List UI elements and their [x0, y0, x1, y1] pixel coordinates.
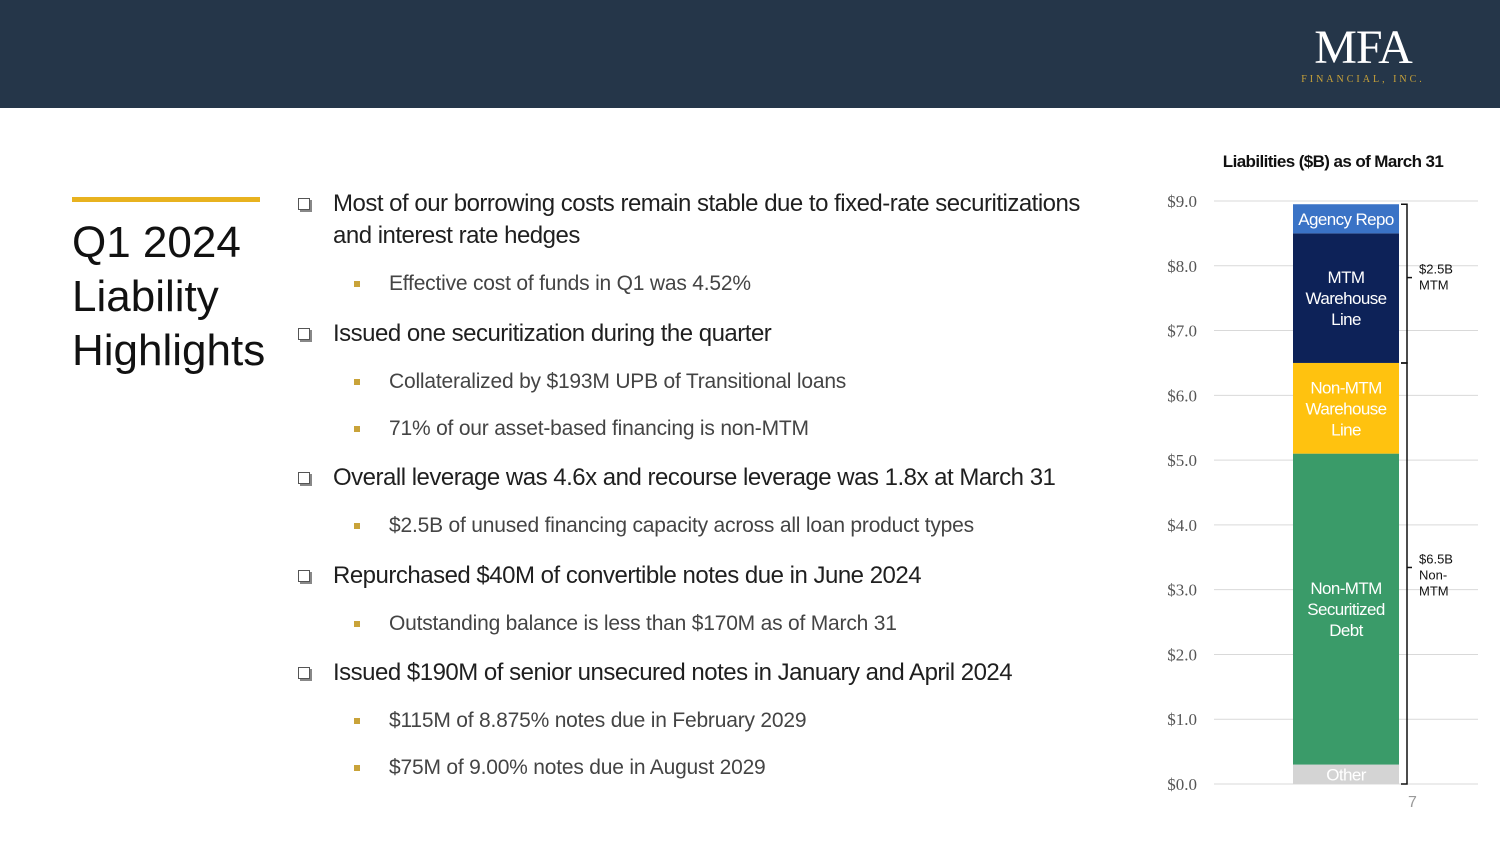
sub-bullet-text: Outstanding balance is less than $170M as of March 31: [389, 612, 897, 635]
bracket-label: MTM: [1419, 277, 1449, 293]
chart-bars: [1293, 204, 1399, 784]
sub-bullet-text: $115M of 8.875% notes due in February 2029: [389, 709, 807, 732]
y-tick-label: $1.0: [1167, 710, 1197, 730]
page-number: 7: [1408, 794, 1417, 811]
square-bullet-icon: [354, 426, 360, 432]
y-tick-label: $8.0: [1167, 256, 1197, 276]
slide-title: [72, 216, 282, 378]
bar-segment-label: Debt: [1329, 621, 1363, 641]
bar-segment-label: Line: [1331, 420, 1361, 440]
y-tick-label: $5.0: [1167, 451, 1197, 471]
checkbox-bullet-icon: [298, 570, 310, 582]
bar-segment-label: Securitized: [1307, 600, 1385, 620]
bar-segment-label: Line: [1331, 310, 1361, 330]
title-accent-line: [72, 197, 260, 202]
logo-tagline: FINANCIAL, INC.: [1301, 74, 1425, 85]
bullet-text: Issued one securitization during the quarter: [333, 320, 772, 347]
y-tick-label: $0.0: [1167, 775, 1197, 794]
bracket-label: Non-: [1419, 567, 1448, 583]
y-tick-label: $2.0: [1167, 645, 1197, 665]
bar-segment-label: Warehouse: [1305, 289, 1387, 309]
sub-bullet-text: 71% of our asset-based financing is non-MTM: [389, 417, 809, 440]
bullet-text: Issued $190M of senior unsecured notes in January and April 2024: [333, 659, 1013, 686]
square-bullet-icon: [354, 281, 360, 287]
bar-segment-label: MTM: [1327, 268, 1365, 288]
y-tick-label: $9.0: [1167, 192, 1197, 211]
bar-segment-label: Agency Repo: [1298, 209, 1394, 229]
bullet-text: Repurchased $40M of convertible notes due in June 2024: [333, 562, 922, 589]
bar-segment-label: Warehouse: [1305, 399, 1387, 419]
y-tick-label: $4.0: [1167, 515, 1197, 535]
sub-bullet-text: $75M of 9.00% notes due in August 2029: [389, 756, 766, 779]
bullet-text: Most of our borrowing costs remain stable due to fixed-rate securitizations and interest rate hedges: [333, 190, 1080, 249]
sub-bullet-text: Collateralized by $193M UPB of Transitional loans: [389, 370, 847, 393]
bracket-label: MTM: [1419, 583, 1449, 599]
chart-brackets: [1401, 204, 1453, 784]
checkbox-bullet-icon: [298, 328, 310, 340]
logo-wordmark: MFA: [1314, 21, 1412, 74]
bar-segment-label: Non-MTM: [1310, 579, 1382, 599]
checkbox-bullet-icon: [298, 198, 310, 210]
title-line-3: Highlights: [72, 326, 266, 375]
bracket-line: [1401, 204, 1407, 363]
y-tick-label: $6.0: [1167, 386, 1197, 406]
header-bar: [0, 0, 1500, 108]
y-tick-label: $7.0: [1167, 321, 1197, 341]
title-line-2: Liability: [72, 272, 219, 321]
bracket-label: $2.5B: [1419, 261, 1453, 277]
square-bullet-icon: [354, 718, 360, 724]
bullet-text: Overall leverage was 4.6x and recourse leverage was 1.8x at March 31: [333, 464, 1056, 491]
bar-segment-label: Other: [1326, 765, 1366, 785]
bracket-label: $6.5B: [1419, 551, 1453, 567]
sub-bullet-text: $2.5B of unused financing capacity across all loan product types: [389, 514, 974, 537]
chart-title: Liabilities ($B) as of March 31: [1222, 152, 1444, 171]
checkbox-bullet-icon: [298, 472, 310, 484]
liabilities-chart: [1140, 140, 1490, 800]
title-line-1: Q1 2024: [72, 218, 241, 267]
y-tick-label: $3.0: [1167, 580, 1197, 600]
square-bullet-icon: [354, 621, 360, 627]
square-bullet-icon: [354, 523, 360, 529]
company-logo: [1298, 21, 1428, 85]
sub-bullet-text: Effective cost of funds in Q1 was 4.52%: [389, 272, 751, 295]
square-bullet-icon: [354, 765, 360, 771]
checkbox-bullet-icon: [298, 667, 310, 679]
bracket-line: [1401, 363, 1407, 784]
bar-segment-label: Non-MTM: [1310, 378, 1382, 398]
square-bullet-icon: [354, 379, 360, 385]
